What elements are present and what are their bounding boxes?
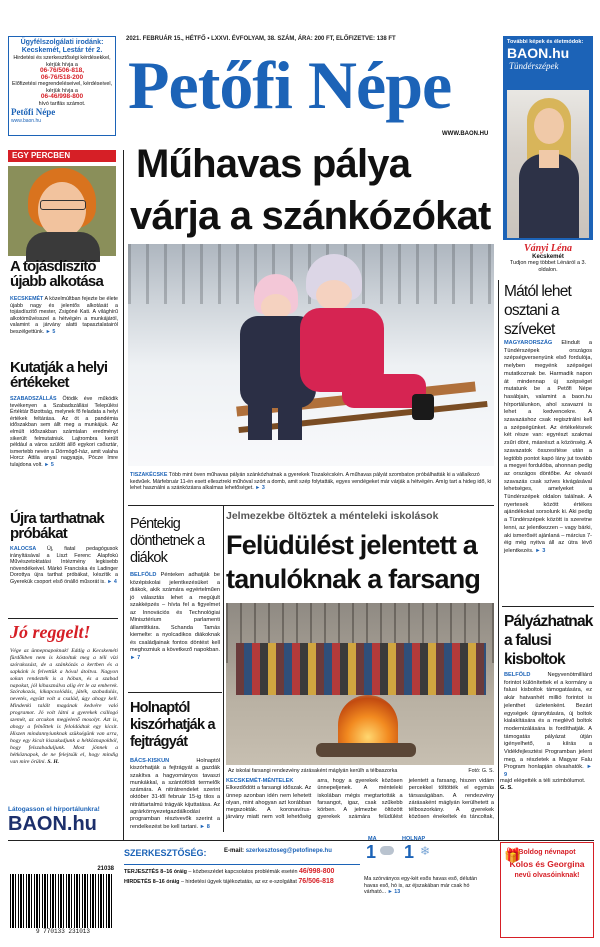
story3-ref[interactable]: ► 4 [107, 578, 117, 585]
middle-story-title: Péntekig dönthetnek a diákok [130, 516, 205, 566]
weather-today-label: MA [368, 836, 377, 842]
promo-site: BAON.hu [507, 45, 570, 61]
column-body-wrap [10, 648, 118, 798]
barcode-digits: 9 770133 231013 [35, 928, 90, 935]
farsang-author: G. S. [499, 785, 513, 792]
story1-kicker: KECSKEMÉT [10, 296, 44, 302]
promo-photo [507, 90, 589, 238]
middle-story2-ref[interactable]: ► 8 [199, 823, 210, 830]
cs-phone1: 06-76/506-818, [39, 67, 85, 74]
farsang-kicker-head: Jelmezekbe öltöztek a ménteleki iskolások [226, 510, 439, 522]
promo-city: Kecskemét [532, 254, 564, 260]
cs-logo-title: Petőfi Népe [11, 107, 56, 117]
baon-ad-text: Látogasson el hírportálunkra! [8, 806, 100, 813]
right-story2-title: Pályázhatnak a falusi kisboltok [504, 613, 593, 668]
footer-email[interactable]: szerkesztoseg@petofinepe.hu [245, 848, 332, 854]
story1-body-wrap [10, 296, 118, 336]
farsang-headline-2: tanulóknak a farsang [226, 564, 481, 594]
right-story-body: Elindult a Tündérszépek országos szépségversenyünk első fordulója, melyben megyénk szépségei mutatkoznak be. Harmadik napon át mindennap új szépséget mutatunk be a Petőfi Népe hasábjain, valamint a baon.hu hírportálunkon, ahol szavazni is lehet a kedvencekre. A szavazáshoz csak regisztrálni kell a szépségünket. Az értékelésnek két része van: egyrészt szakmai zsűri dönt, másrészt a közönség. A szavazatok összesítése után a legtöbb pontot kapó lány jut tovább a megyei fordulóba, ahonnan pedig az országos döntőbe. Az olvasói szavazás csak szíves kivágásával lehetséges, amelyeket a Tündérszépek oldalon találnak. A nyertesek között értékes ajándékokat sorsolunk ki. Aki pedig a Tündérszépek között is szeretne lenni, az jelentkezzen – vagy bárki, aki ismerősét ajánlaná – március 7-éig még nyitva áll az útra lévő jelentkezés. [504, 340, 592, 554]
cs-ad-text: Hirdetési és szerkesztőségi kérdésekkel, kérjük hívja a [13, 55, 111, 68]
footer-row2-phone: 76/506-818 [298, 878, 334, 885]
column-author: S. H. [47, 758, 60, 765]
cs-logo-url: www.baon.hu [11, 117, 42, 124]
footer-label: SZERKESZTŐSÉG: [124, 848, 207, 858]
right-story2-ref[interactable]: ► 9 [504, 764, 592, 779]
gift-icon: 🎁 [504, 847, 522, 863]
farsang-body-wrap [226, 778, 586, 828]
story1-ref[interactable]: ► 5 [45, 328, 56, 335]
farsang-photo [226, 603, 494, 765]
story2-body: Ötödik éve működik tevékenyen a Szabadszállási Települési Értéktár Bizottság, melynek fő feladata a helyi értékek feltárása. Az öt a pandémia időszakban sem állt meg a munkájuk. Az elmúlt időszakban számtalan eredményt sikerült felmutatniuk. Lajtrombra került például a város szülött állő egykori csősztár, ismertebb nevén a Dörmögő-ház, amit valaha Horcz Attila anyai nagyapja, Pócze Imre tulajdona volt. [10, 396, 118, 468]
cloud-icon [380, 846, 394, 855]
footer-row2-text: – hirdetési ügyek tájékoztatás, az ez e-szolgáltat [180, 879, 297, 885]
cs-phone3: 06-46/998-800 [40, 93, 84, 100]
cs-sub-text: Előfizetési megrendeléseivel, kérdéseivel, kérjük hívja a [11, 81, 113, 94]
middle-story-kicker: BELFÖLD [130, 572, 157, 578]
story2-ref[interactable]: ► 5 [44, 461, 54, 468]
middle-story2-kicker: BÁCS-KISKUN [130, 758, 170, 764]
promo-box [503, 36, 593, 292]
main-caption-kicker: TISZAKÉCSKE [130, 472, 168, 478]
barcode-issue: 21038 [97, 866, 114, 872]
middle-story-body: Pénteken adhatják be középiskolai jelentkezésüket a diákok, akik számára egyértelműen jó választás lehet a megújult szakképzés – hívta fel a figyelmet az Innovációs és Technológiai Minisztérium parlamenti államtitkára. Schanda Tamás kiemelte: a nyolcadikos diákoknak és családjainak fontos döntést kell meghozniuk a következő napokban. [130, 572, 220, 653]
farsang-caption: Az iskolai farsangi rendezvény zárásaként máglyán kerülh a télbaszorka [228, 768, 398, 774]
promo-name: Ványi Léna [523, 243, 573, 254]
footer-email-label: E-mail: [224, 848, 245, 854]
footer-row2-label: HIRDETÉS 8–16 óráig [124, 879, 180, 885]
story3-title: Újra tarthatnak próbákat [10, 510, 104, 543]
masthead-url: WWW.BAON.HU [442, 131, 489, 137]
story1-body: A közelmúltban fejezte be élete újabb nagy és jelentős alkotását a tojásdíszítő mester, Zsigóné Kati. A világhírű alkotóművésszel a hétvégén a munkájáról, valamint a járvány alatti tapasztalatairól beszélgettünk. [10, 296, 118, 335]
farsang-headline-1: Felüdülést jelentett a [226, 530, 477, 560]
middle-story2-body: Holnaptól kiszórhatják a fejtrágyát a gazdák szakítva a hagyományos tavaszi munkákkal, a szántóföldi termelők számára. A nitrátrendelet szerint október 31-től február 15-ig tilos a nitráttartalmú trágyák kijuttatása. Az agrárkörnyezetgazdálkodási programban résztvevők szerint a rendelkezést be kell tartani. [130, 758, 220, 830]
main-caption: Több mint öven műhavas pályán szánkózhatnak a gyerekek Tiszakécskén. A műhavas pályát szombaton próbálhatták ki a vállalkozó kedvűek. Márfebruár 11-én esett ellesztreki műhóval szórt a domb, amit szép folytatták, egyes vendégeket már várják a hétvégén. Amíg tart a hideg idő, ki lehet használni a szánkózásra alkalmas lehetőséget. [130, 472, 492, 492]
farsang-kicker: KECSKEMÉT-MÉNTELEK [226, 778, 294, 784]
dateline: 2021. FEBRUÁR 15., HÉTFŐ • LXXVI. ÉVFOLYAM, 38. SZÁM, ÁRA: 200 FT, ELŐFIZETVE: 138 FT [126, 36, 396, 42]
cs-closing: hívó tarifás számot. [38, 100, 86, 107]
masthead-title: Petőfi Népe [128, 47, 452, 123]
story2-body-wrap [10, 396, 118, 469]
cs-phone2: 06-76/518-200 [40, 73, 84, 81]
weather-tomorrow-value: 1 [404, 842, 415, 862]
story3-body: Új, fiatal pedagógusok irányításával a Liszt Ferenc Alapfokú Művészetoktatási Intézmény legkisebb növendékeivel. Márkó Franciska és Ladinger Dorottya újra tarthat próbákat, készítik a Gyerekük csoport első önálló műsorát is. [10, 546, 118, 585]
farsang-credit: Fotó: G. S. [468, 768, 494, 774]
story1-title: A tojásdíszítő újabb alkotása [10, 258, 104, 291]
nameday-names: Kolos és Georgina [509, 859, 585, 869]
main-headline-2: várja a szánkózókat [130, 194, 491, 238]
right-story-title: Mától lehet osztani a szíveket [504, 283, 572, 338]
right-story2-body: Negyvenötmilliárd forintot különítettek el a kormány a falusi kisboltok támogatására, ez akár hatvanhét millió forintot is jelenthet üzletenként. Bezárt egységek újranyitására, új boltok kialakítására és a meglévő boltok modernizálására is fordíthatják. A támogatás pályázat útján igényelhető, a kiírás a Vidékfejlesztési Programban jelent meg, a részletek a Magyar Falu Program honlapján olvashatók. [504, 672, 592, 771]
nameday-line1: Boldog névnapot [518, 849, 576, 856]
right-story-kicker: MAGYARORSZÁG [504, 340, 553, 346]
middle-story2-title: Holnaptól kiszórhatják a fejtrágyát [130, 700, 215, 750]
cs-address: Kecskemét, Lestár tér 2. [21, 47, 103, 54]
nameday-box [500, 842, 594, 938]
story2-kicker: SZABADSZÁLLÁS [10, 396, 57, 402]
promo-caption: Tudjon meg többet Lénáról a 3. oldalon. [509, 260, 587, 273]
baon-ad[interactable] [8, 806, 118, 834]
egy-percben-label: EGY PERCBEN [8, 150, 116, 162]
story2-title: Kutatják a helyi értékeket [10, 359, 108, 392]
footer-row1-label: TERJESZTÉS 8–16 óráig [124, 869, 187, 875]
column-title: Jó reggelt! [10, 622, 91, 642]
barcode [8, 866, 118, 936]
farsang-body: Elkezdődött a farsangi időszak. Az ünnep azonban idén nem lehetett olyan, mint ahogyan azt korábban megszokták. A koronavírus-járvány miatt nem volt lehetőség arra, hogy a gyerekek közösen ünnepeljenek. A ménteleki iskolában mégis megtartották a farsangot, igaz, csak szűkebb körben. A jelmezbe öltözött gyerekek számára felüdülést jelentett a farsang, hiszen vidám percekkel töltötték el egymás társaságában. A rendezvény zárásaként máglyán kerülhetett a télboszorkány. A gyerekek közösen énekeltek és táncoltak, majd elégették a téli szimbólumot. [226, 778, 586, 821]
story3-body-wrap [10, 546, 118, 586]
footer-box [124, 842, 360, 938]
footer-row1-text: – közbeszédet kapcsolatos problémák esetén [188, 869, 298, 875]
column-body: Vége az ünnepnapoknak! Eddig a Kecskeméti fürdőkben nem is kóstoltuk meg a téli vízi szórakozást, de a szánkózás a kertben és a sapkánk is felvettük a hóval átoltva. Nagyon sokan rendezték is a hóban, és a szabad napokat, jól kihasználva alig ért le az emberek. Szórakozás, kikapcsolódás, játék, szabadulás, nevetés, együtt volt a család, úgy ahogy kell. Mindenki talált magának kedvére való programot. Jó volt látni a gyerekek csillogó szemét, az arcukon megjelenő mosolyt. Azt is, ahogy a felnőttek is feloldódtak egy kicsit. Hiszen mindannyiunknak szükségünk van arra, hogy egy kicsit kiszakadjunk a hétköznapokból, hogy felszabaduljunk. Most jönnek a hétköznapok, de ne felejtsük el, hogy mindig van mire örülni. [10, 648, 118, 765]
weather-box [362, 836, 494, 936]
baon-ad-logo: BAON.hu [8, 813, 97, 835]
snow-icon: ❄ [420, 844, 431, 858]
footer-row1-phone: 46/998-800 [299, 868, 335, 875]
right-story2-kicker: BELFÖLD [504, 672, 531, 678]
cs-title: Ügyfélszolgálati irodánk: [20, 39, 104, 46]
main-headline-1: Műhavas pálya [136, 142, 411, 186]
weather-tomorrow-label: HOLNAP [402, 836, 426, 842]
story3-kicker: KALOCSA [10, 546, 37, 552]
right-story-ref[interactable]: ► 3 [535, 547, 546, 554]
main-caption-ref[interactable]: ► 3 [255, 485, 265, 492]
right-story-body-wrap [504, 340, 592, 600]
weather-ref[interactable]: ► 13 [387, 889, 401, 896]
main-photo [128, 244, 494, 466]
portrait-photo [8, 166, 116, 256]
promo-script: Tündérszépek [509, 61, 559, 71]
weather-today-value: 1 [366, 842, 377, 862]
right-story2-body-wrap [504, 672, 592, 824]
barcode-bars [10, 874, 114, 928]
weather-text: Ma szórványos egy-két esős havas eső, délután havas eső, hó is, az éjszakában már csak hó várható... [364, 876, 478, 896]
middle-story-ref[interactable]: ► 7 [130, 654, 141, 661]
middle-story2-body-wrap [130, 758, 220, 830]
promo-line1: További képek és életmódok: [507, 39, 584, 45]
customer-service-box [8, 36, 116, 136]
middle-story-body-wrap [130, 572, 220, 688]
main-caption-wrap [130, 472, 492, 492]
nameday-line3: nevű olvasóinknak! [514, 872, 580, 879]
